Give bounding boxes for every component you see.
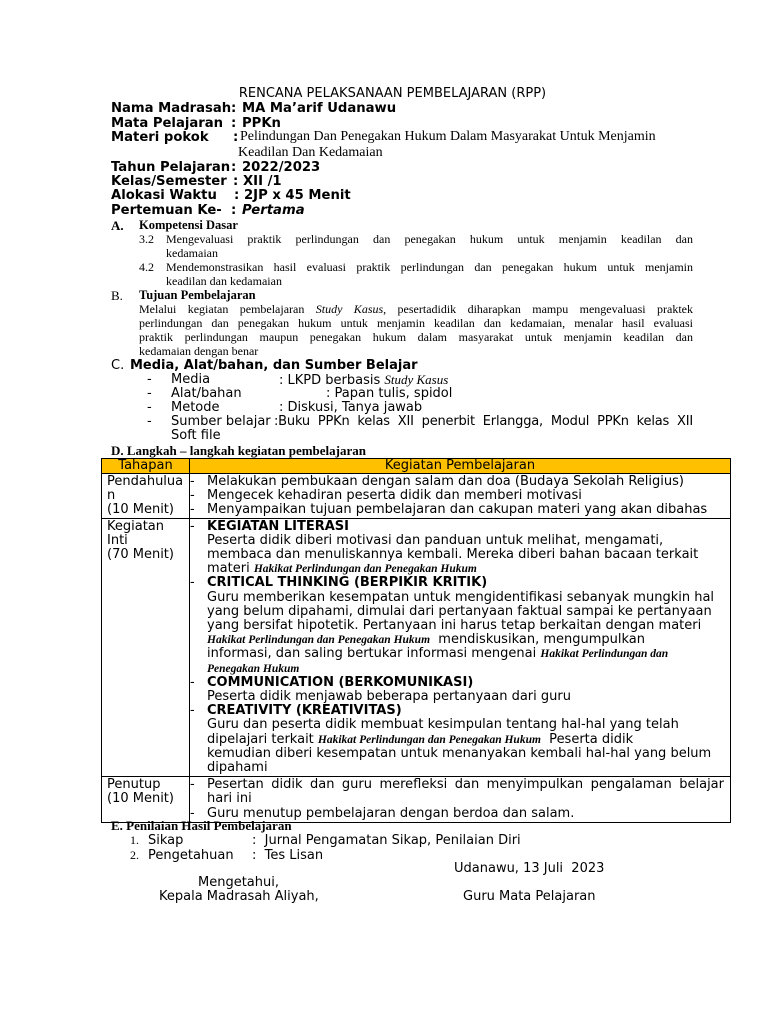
assessment-number: 1.: [130, 833, 139, 847]
media-value: : LKPD berbasis Study Kasus: [279, 372, 449, 388]
creativity-text: Guru dan peserta didik membuat kesimpulan tentang hal-hal yang telah dipelajari terkait Hakikat Perlindungan dan Penegakan Hukum Peserta didik kemudian diberi kesempatan untuk menanyakan kembali hal-hal yang belum dipahami: [207, 717, 712, 776]
list-item: - Melakukan pembukaan dengan salam dan doa (Budaya Sekolah Religius): [190, 474, 684, 489]
communication-text: Peserta didik menjawab beberapa pertanyaan dari guru: [207, 689, 571, 705]
assessment-label: Sikap: [148, 833, 184, 848]
critical-text: Guru memberikan kesempatan untuk mengidentifikasi sebanyak mungkin hal yang belum dipahami, dimulai dari pertanyaan faktual sampai ke pertanyaan yang bersifat hipotetik. Pertanyaan ini harus tetap berkaitan dengan materi Hakikat Perlindungan dan Penegakan Hukum mendiskusikan, mengumpulkan informasi, dan saling bertukar informasi mengenai Hakikat Perlindungan dan Penegakan Hukum: [207, 589, 715, 675]
head-title: Kepala Madrasah Aliyah,: [159, 889, 319, 904]
method-value: : Diskusi, Tanya jawab: [279, 400, 423, 415]
list-item: - Guru menutup pembelajaran dengan berdoa dan salam.: [190, 805, 575, 821]
kd-item-number: 3.2: [139, 232, 154, 246]
list-dash: -: [147, 400, 152, 415]
objective-line: perlindungan dan penegakan hukum untuk menjamin keadilan dan kedamaian, menalar hasil evaluasi: [139, 316, 693, 330]
list-item: - CRITICAL THINKING (BERPIKIR KRITIK): [190, 575, 488, 591]
kd-item-text: Mendemonstrasikan hasil evaluasi praktik perlindungan dan penegakan hukum untuk menjamin: [166, 260, 693, 274]
objective-line: praktik perlindungan maupun penegakan hukum dalam masyarakat untuk menjamin keadilan dan: [139, 330, 693, 344]
assessment-value: : Jurnal Pengamatan Sikap, Penilaian Diri: [252, 833, 521, 848]
knowing-label: Mengetahui,: [198, 875, 279, 890]
tools-label: Alat/bahan: [171, 386, 242, 401]
stage-cell: Pendahulua n (10 Menit): [102, 474, 190, 519]
objective-line: Melalui kegiatan pembelajaran Study Kasus, pesertadidik diharapkan mampu mengevaluasi praktek: [139, 302, 693, 316]
kd-item-text-cont: kedamaian: [166, 246, 218, 260]
table-row-pendahuluan: [102, 474, 731, 519]
section-c-letter: C.: [111, 358, 125, 373]
assessment-number: 2.: [130, 848, 139, 862]
teacher-title: Guru Mata Pelajaran: [463, 889, 596, 904]
section-a-letter: A.: [111, 218, 124, 233]
source-value-cont: Soft file: [171, 428, 221, 443]
activity-cell: [190, 777, 731, 823]
assessment-value: : Tes Lisan: [252, 848, 324, 863]
stage-cell: Kegiatan Inti (70 Menit): [102, 518, 190, 777]
media-label: Media: [171, 372, 211, 387]
tools-value: : Papan tulis, spidol: [326, 386, 453, 401]
table-row-penutup: [102, 777, 731, 823]
header-activity: Kegiatan Pembelajaran: [190, 459, 731, 474]
objective-line: kedamaian dengan benar: [139, 344, 259, 358]
kd-item-number: 4.2: [139, 260, 154, 274]
list-item: - Pesertan didik dan guru merefleksi dan menyimpulkan pengalaman belajar: [190, 777, 724, 793]
stage-cell: Penutup (10 Menit): [102, 777, 190, 823]
activity-table: [101, 458, 731, 823]
list-item-cont: hari ini: [207, 791, 252, 807]
list-item: - KEGIATAN LITERASI: [190, 518, 349, 534]
kd-item-text: Mengevaluasi praktik perlindungan dan penegakan hukum untuk menjamin keadilan dan: [166, 232, 693, 246]
section-b-title: Tujuan Pembelajaran: [139, 288, 256, 302]
kd-item-text-cont: keadilan dan kedamaian: [166, 274, 282, 288]
list-dash: -: [147, 386, 152, 401]
activity-cell: [190, 518, 731, 777]
place-date: Udanawu, 13 Juli 2023: [454, 861, 605, 876]
table-header-row: [102, 459, 731, 474]
table-row-inti: [102, 518, 731, 777]
list-dash: -: [147, 414, 152, 429]
activity-cell: [190, 474, 731, 519]
list-item: - Menyampaikan tujuan pembelajaran dan cakupan materi yang akan dibahas: [190, 502, 708, 518]
source-label: Sumber belajar: [171, 414, 271, 429]
document-title: RENCANA PELAKSANAAN PEMBELAJARAN (RPP): [238, 86, 547, 101]
section-a-title: Kompetensi Dasar: [139, 218, 238, 232]
section-b-letter: B.: [111, 288, 123, 303]
header-stage: Tahapan: [102, 459, 190, 474]
list-item: - Mengecek kehadiran peserta didik dan memberi motivasi: [190, 488, 582, 504]
assessment-label: Pengetahuan: [148, 848, 234, 863]
source-value: :Buku PPKn kelas XII penerbit Erlangga, Modul PPKn kelas XII: [274, 414, 693, 429]
section-e-title: E. Penilaian Hasil Pembelajaran: [111, 818, 292, 833]
section-c-title: Media, Alat/bahan, dan Sumber Belajar: [130, 358, 418, 373]
method-label: Metode: [171, 400, 220, 415]
section-d-title: D. Langkah – langkah kegiatan pembelajaran: [111, 443, 366, 458]
identity-topic-continued: Keadilan Dan Kedamaian: [238, 145, 383, 160]
list-item: - CREATIVITY (KREATIVITAS): [190, 703, 402, 719]
literasi-text: Peserta didik diberi motivasi dan panduan untuk melihat, mengamati, membaca dan menuliskannya kembali. Mereka diberi bahan bacaan terkait materi Hakikat Perlindungan dan Penegakan Hukum: [207, 532, 699, 577]
list-dash: -: [147, 372, 152, 387]
list-item: - COMMUNICATION (BERKOMUNIKASI): [190, 674, 474, 690]
